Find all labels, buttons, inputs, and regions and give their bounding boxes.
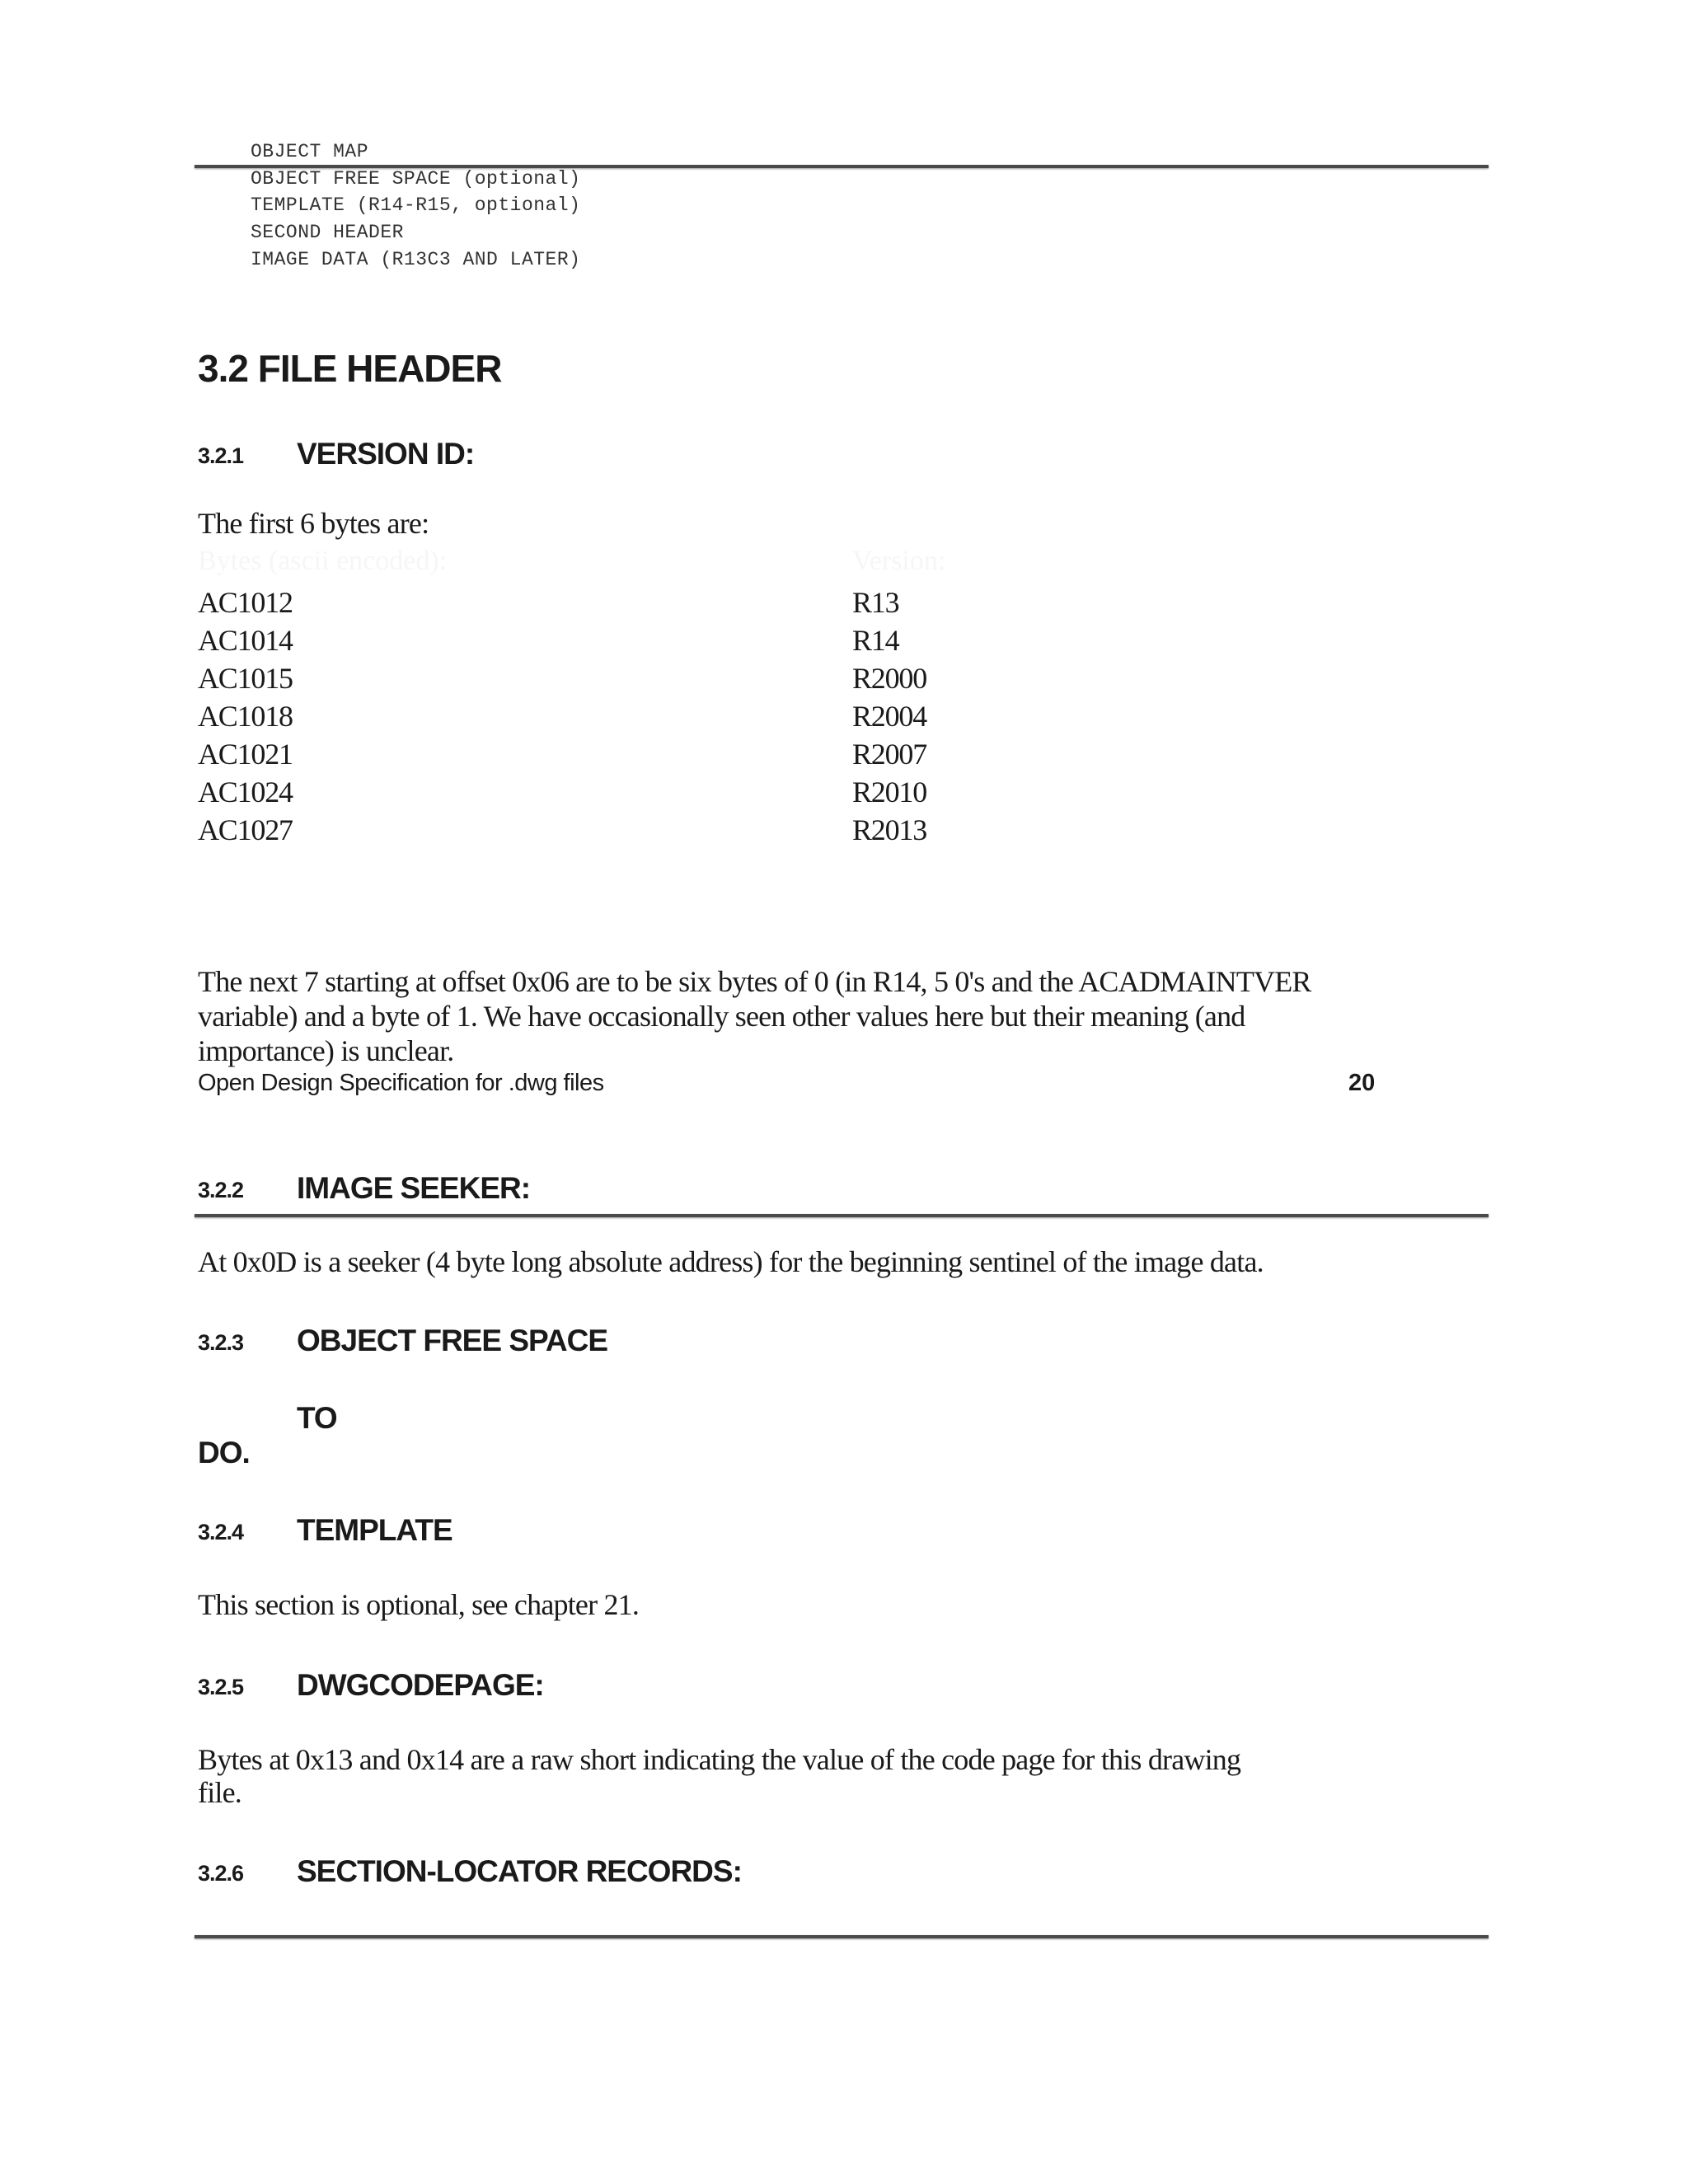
subsection-title: DWGCODEPAGE: [297,1668,544,1702]
subsection-title: OBJECT FREE SPACE [297,1324,608,1357]
subsection-title: VERSION ID: [297,437,475,471]
subsection-number: 3.2.1 [198,443,244,468]
paragraph-line: file. [198,1776,241,1809]
paragraph-line: variable) and a byte of 1. We have occasionally seen other values here but their meaning (and [198,1000,1245,1033]
code-line: OBJECT FREE SPACE (optional) [251,168,581,190]
table-cell-version: R2013 [852,813,927,846]
table-header-bytes: Bytes (ascii encoded): [198,546,448,576]
table-cell-bytes: AC1012 [198,586,293,619]
table-header-version: Version: [852,546,946,576]
table-cell-bytes: AC1024 [198,776,293,808]
table-cell-version: R2007 [852,738,927,771]
table-cell-version: R14 [852,624,899,657]
paragraph-line: The next 7 starting at offset 0x06 are to be six bytes of 0 (in R14, 5 0's and the ACADMAINTVER [198,965,1311,998]
table-cell-version: R13 [852,586,899,619]
code-line: IMAGE DATA (R13C3 AND LATER) [251,249,581,270]
subsection-number: 3.2.2 [198,1178,244,1202]
horizontal-rule [195,1935,1489,1938]
table-cell-bytes: AC1018 [198,700,293,733]
table-cell-bytes: AC1027 [198,813,293,846]
paragraph-line: Bytes at 0x13 and 0x14 are a raw short indicating the value of the code page for this drawing [198,1743,1241,1776]
subsection-number: 3.2.6 [198,1861,244,1886]
table-cell-bytes: AC1015 [198,662,293,695]
table-cell-bytes: AC1014 [198,624,293,657]
table-cell-bytes: AC1021 [198,738,293,771]
paragraph: This section is optional, see chapter 21. [198,1588,640,1621]
subsection-number: 3.2.5 [198,1675,244,1699]
paragraph: At 0x0D is a seeker (4 byte long absolute address) for the beginning sentinel of the image data. [198,1245,1264,1278]
horizontal-rule [195,1214,1489,1217]
code-line: OBJECT MAP [251,141,369,162]
todo-text: DO. [198,1436,250,1469]
subsection-number: 3.2.3 [198,1330,244,1355]
page-number: 20 [1348,1070,1376,1096]
footer-title: Open Design Specification for .dwg files [198,1070,604,1096]
table-cell-version: R2004 [852,700,927,733]
subsection-number: 3.2.4 [198,1520,244,1544]
code-line: SECOND HEADER [251,222,404,243]
paragraph-line: importance) is unclear. [198,1034,454,1067]
subsection-title: IMAGE SEEKER: [297,1171,531,1205]
subsection-title: SECTION-LOCATOR RECORDS: [297,1854,742,1888]
table-cell-version: R2000 [852,662,927,695]
subsection-title: TEMPLATE [297,1513,452,1547]
paragraph: The first 6 bytes are: [198,507,429,540]
todo-text: TO [297,1401,337,1435]
section-heading: 3.2 FILE HEADER [198,347,502,390]
table-cell-version: R2010 [852,776,927,808]
code-line: TEMPLATE (R14-R15, optional) [251,194,581,216]
